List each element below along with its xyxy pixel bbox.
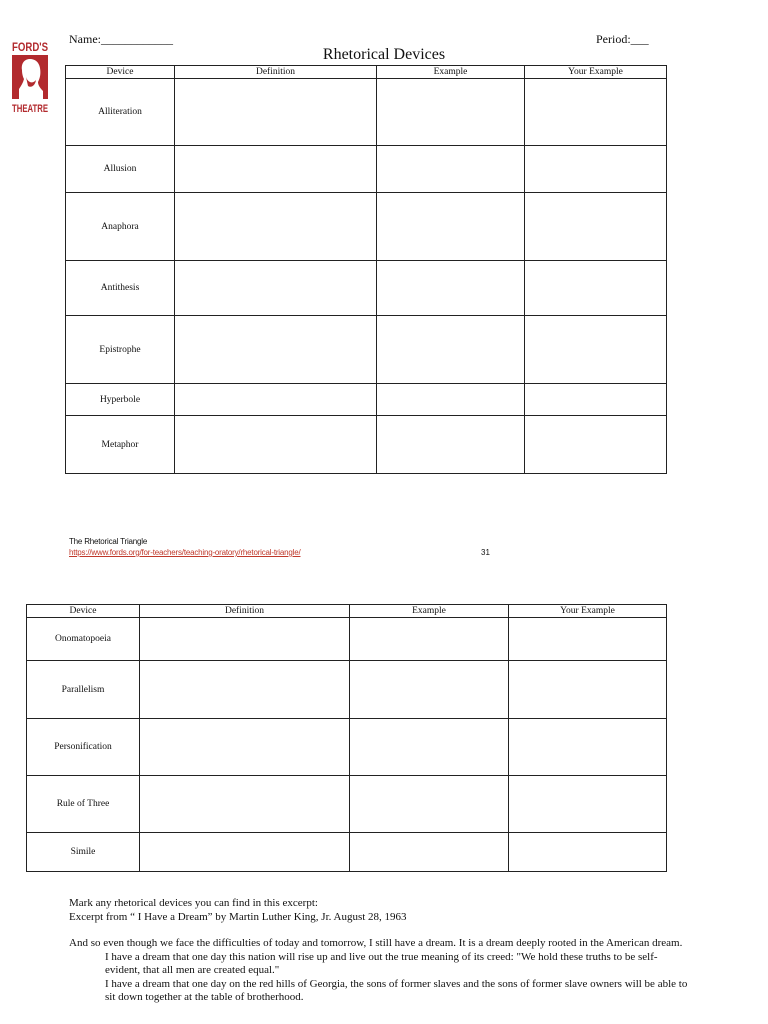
column-header-your-example: Your Example [509,605,667,618]
column-header-definition: Definition [140,605,350,618]
definition-cell[interactable] [175,416,377,474]
table-row [66,146,667,193]
device-name: Alliteration [66,79,175,146]
page-title: Rhetorical Devices [322,46,446,63]
device-name: Anaphora [66,193,175,261]
table-row [27,661,667,719]
your-example-cell[interactable] [525,384,667,416]
rhetorical-devices-table-1 [65,65,667,474]
definition-cell[interactable] [140,618,350,661]
page-number: 31 [481,548,490,557]
table-row [66,79,667,146]
your-example-cell[interactable] [509,618,667,661]
table-row [66,384,667,416]
definition-cell[interactable] [175,384,377,416]
definition-cell[interactable] [175,316,377,384]
excerpt-paragraph: And so even though we face the difficulties of today and tomorrow, I still have a dream. It is a dream deeply rooted in the American dream. [69,937,683,949]
your-example-cell[interactable] [509,833,667,872]
excerpt-source: Excerpt from “ I Have a Dream” by Martin Luther King, Jr. August 28, 1963 [69,910,407,923]
your-example-cell[interactable] [525,79,667,146]
table-row [66,416,667,474]
example-cell[interactable] [377,316,525,384]
device-name: Rule of Three [27,776,140,833]
example-cell[interactable] [377,146,525,193]
device-name: Onomatopoeia [27,618,140,661]
example-cell[interactable] [350,719,509,776]
example-cell[interactable] [377,193,525,261]
device-name: Simile [27,833,140,872]
definition-cell[interactable] [140,833,350,872]
example-cell[interactable] [377,79,525,146]
column-header-example: Example [377,66,525,79]
device-name: Personification [27,719,140,776]
table-row [27,833,667,872]
period-field-label: Period:___ [596,32,649,46]
device-name: Parallelism [27,661,140,719]
speech-excerpt [69,897,689,1005]
example-cell[interactable] [350,661,509,719]
table-header-row [27,605,667,618]
device-name: Epistrophe [66,316,175,384]
definition-cell[interactable] [175,261,377,316]
logo-line2: THEATRE [12,103,48,115]
your-example-cell[interactable] [525,261,667,316]
table-row [66,316,667,384]
your-example-cell[interactable] [525,193,667,261]
example-cell[interactable] [350,618,509,661]
footer-title: The Rhetorical Triangle [69,537,148,546]
table-header-row [66,66,667,79]
definition-cell[interactable] [140,776,350,833]
your-example-cell[interactable] [525,316,667,384]
device-name: Hyperbole [66,384,175,416]
device-name: Allusion [66,146,175,193]
column-header-device: Device [66,66,175,79]
your-example-cell[interactable] [525,416,667,474]
table-row [66,193,667,261]
column-header-your-example: Your Example [525,66,667,79]
definition-cell[interactable] [140,719,350,776]
example-cell[interactable] [377,261,525,316]
table-row [27,776,667,833]
column-header-device: Device [27,605,140,618]
name-field-label: Name:____________ [69,32,173,46]
column-header-definition: Definition [175,66,377,79]
excerpt-paragraph: I have a dream that one day this nation will rise up and live out the true meaning of its creed: "We hold these truths to be self-evident, that all men are created equal." [105,950,658,976]
definition-cell[interactable] [175,79,377,146]
footer-link[interactable]: https://www.fords.org/for-teachers/teaching-oratory/rhetorical-triangle/ [69,548,301,557]
table-row [66,261,667,316]
example-cell[interactable] [350,776,509,833]
column-header-example: Example [350,605,509,618]
table-row [27,618,667,661]
definition-cell[interactable] [175,146,377,193]
definition-cell[interactable] [175,193,377,261]
rhetorical-devices-table-2 [26,604,667,872]
example-cell[interactable] [377,416,525,474]
example-cell[interactable] [377,384,525,416]
your-example-cell[interactable] [525,146,667,193]
definition-cell[interactable] [140,661,350,719]
your-example-cell[interactable] [509,776,667,833]
table-row [27,719,667,776]
excerpt-instruction: Mark any rhetorical devices you can find in this excerpt: [69,897,318,909]
example-cell[interactable] [350,833,509,872]
device-name: Antithesis [66,261,175,316]
device-name: Metaphor [66,416,175,474]
logo-line1: FORD'S [12,40,48,54]
excerpt-paragraph: I have a dream that one day on the red hills of Georgia, the sons of former slaves and the sons of former slave owners will be able to sit down together at the table of brotherhood. [105,977,688,1003]
your-example-cell[interactable] [509,719,667,776]
your-example-cell[interactable] [509,661,667,719]
